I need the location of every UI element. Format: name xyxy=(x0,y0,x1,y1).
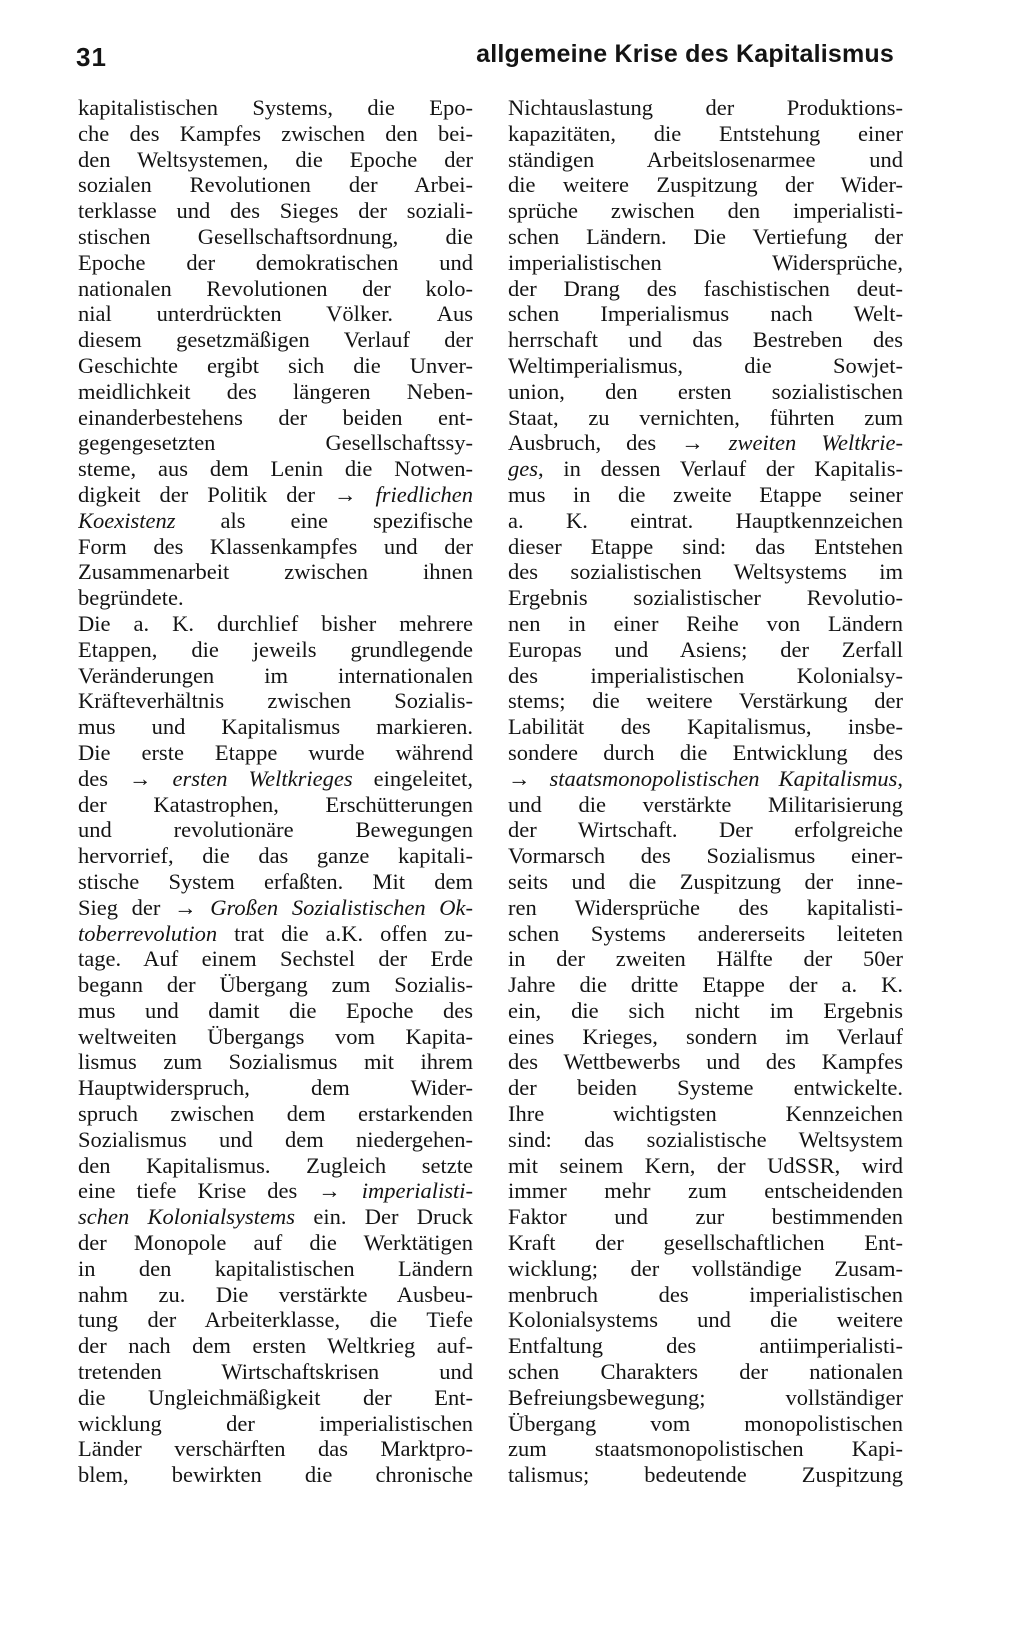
text-line xyxy=(78,95,473,121)
text-segment: und die verstärkte Militarisierung xyxy=(508,791,903,817)
text-line xyxy=(508,147,903,173)
text-line xyxy=(508,921,903,947)
text-segment: Faktor und zur bestimmenden xyxy=(508,1204,903,1230)
text-line xyxy=(78,1101,473,1127)
text-line xyxy=(508,817,903,843)
text-segment: einanderbestehens der beiden ent- xyxy=(78,404,473,430)
text-line xyxy=(78,379,473,405)
text-segment: Ihre wichtigsten Kennzeichen xyxy=(508,1101,903,1127)
text-segment: Kolonialsystems und die weitere xyxy=(508,1307,903,1333)
text-line xyxy=(508,559,903,585)
text-line xyxy=(78,224,473,250)
text-line xyxy=(508,740,903,766)
text-line xyxy=(78,121,473,147)
text-line xyxy=(508,276,903,302)
text-line xyxy=(78,895,473,921)
text-segment: die weitere Zuspitzung der Wider- xyxy=(508,172,903,198)
text-line xyxy=(78,869,473,895)
text-line xyxy=(78,998,473,1024)
text-line xyxy=(78,688,473,714)
text-segment: steme, aus dem Lenin die Notwen- xyxy=(78,456,473,482)
text-segment: digkeit der Politik der → xyxy=(78,481,376,507)
text-segment: menbruch des imperialistischen xyxy=(508,1281,903,1307)
text-segment: herrschaft und das Bestreben des xyxy=(508,327,903,353)
cross-reference-term: Koexistenz xyxy=(78,507,176,533)
text-segment: nial unterdrückten Völker. Aus xyxy=(78,301,473,327)
text-line xyxy=(78,817,473,843)
text-line xyxy=(508,1385,903,1411)
text-line xyxy=(78,611,473,637)
text-line xyxy=(78,1307,473,1333)
text-segment: kapazitäten, die Entstehung einer xyxy=(508,120,903,146)
text-line xyxy=(78,456,473,482)
text-line xyxy=(78,1333,473,1359)
text-line xyxy=(508,353,903,379)
text-segment: eines Krieges, sondern im Verlauf xyxy=(508,1023,903,1049)
text-segment: Weltimperialismus, die Sowjet- xyxy=(508,352,903,378)
text-segment: den Kapitalismus. Zugleich setzte xyxy=(78,1152,473,1178)
text-line xyxy=(508,611,903,637)
text-segment: Hauptwiderspruch, dem Wider- xyxy=(78,1075,473,1101)
text-segment: der Drang des faschistischen deut- xyxy=(508,275,903,301)
text-segment: Form des Klassenkampfes und der xyxy=(78,533,473,559)
cross-reference-term: zweiten Weltkrie- xyxy=(728,430,903,456)
text-line xyxy=(78,1462,473,1488)
page-number: 31 xyxy=(76,42,107,72)
text-line xyxy=(508,1282,903,1308)
text-line xyxy=(508,1204,903,1230)
text-line xyxy=(78,1359,473,1385)
text-segment: spruch zwischen dem erstarkenden xyxy=(78,1101,473,1127)
text-line xyxy=(508,1101,903,1127)
text-segment: , in dessen Verlauf der Kapitalis- xyxy=(538,456,903,482)
text-segment: stische System erfaßten. Mit dem xyxy=(78,868,473,894)
text-line xyxy=(78,147,473,173)
text-segment: in der zweiten Hälfte der 50er xyxy=(508,946,903,972)
text-segment: blem, bewirkten die chronische xyxy=(78,1462,473,1488)
text-segment: nahm zu. Die verstärkte Ausbeu- xyxy=(78,1281,473,1307)
text-segment: schen Systems andererseits leiteten xyxy=(508,920,903,946)
text-segment: nen in einer Reihe von Ländern xyxy=(508,610,903,636)
text-line xyxy=(78,353,473,379)
text-segment: union, den ersten sozialistischen xyxy=(508,378,903,404)
text-line xyxy=(508,1359,903,1385)
text-segment: als eine spezifische xyxy=(175,507,473,533)
text-line xyxy=(78,946,473,972)
text-segment: sind: das sozialistische Weltsystem xyxy=(508,1126,903,1152)
text-segment: mit seinem Kern, der UdSSR, wird xyxy=(508,1152,903,1178)
text-segment: der Wirtschaft. Der erfolgreiche xyxy=(508,817,903,843)
text-line xyxy=(508,1049,903,1075)
text-line xyxy=(508,1024,903,1050)
text-line xyxy=(508,534,903,560)
text-line xyxy=(508,585,903,611)
text-segment: Europas und Asiens; der Zerfall xyxy=(508,636,903,662)
cross-reference-term: toberrevolution xyxy=(78,920,218,946)
text-line xyxy=(508,843,903,869)
text-segment: eine tiefe Krise des → xyxy=(78,1178,362,1204)
text-segment: sondere durch die Entwicklung des xyxy=(508,739,903,765)
text-segment: Sozialismus und dem niedergehen- xyxy=(78,1126,473,1152)
text-segment: gegengesetzten Gesellschaftssy- xyxy=(78,430,473,456)
text-segment: und revolutionäre Bewegungen xyxy=(78,817,473,843)
text-segment: den Weltsystemen, die Epoche der xyxy=(78,146,473,172)
text-line xyxy=(78,740,473,766)
text-line xyxy=(508,172,903,198)
text-segment: tage. Auf einem Sechstel der Erde xyxy=(78,946,473,972)
text-line xyxy=(508,792,903,818)
text-line xyxy=(78,714,473,740)
text-segment: in den kapitalistischen Ländern xyxy=(78,1255,473,1281)
text-segment: des sozialistischen Weltsystems im xyxy=(508,559,903,585)
text-segment: begann der Übergang zum Sozialis- xyxy=(78,972,473,998)
text-line xyxy=(508,766,903,792)
text-line xyxy=(78,1385,473,1411)
text-line xyxy=(508,663,903,689)
text-line xyxy=(508,869,903,895)
text-line xyxy=(78,1436,473,1462)
text-line xyxy=(78,172,473,198)
text-segment: dieser Etappe sind: das Entstehen xyxy=(508,533,903,559)
text-segment: terklasse und des Sieges der soziali- xyxy=(78,198,473,224)
text-line xyxy=(508,1153,903,1179)
text-segment: Entfaltung des antiimperialisti- xyxy=(508,1333,903,1359)
text-line xyxy=(508,95,903,121)
text-line xyxy=(508,121,903,147)
text-line xyxy=(78,972,473,998)
text-line xyxy=(78,559,473,585)
text-segment: schen Ländern. Die Vertiefung der xyxy=(508,223,903,249)
text-segment: tung der Arbeiterklasse, die Tiefe xyxy=(78,1307,473,1333)
text-segment: Länder verschärften das Marktpro- xyxy=(78,1436,473,1462)
text-segment: Etappen, die jeweils grundlegende xyxy=(78,636,473,662)
text-segment: meidlichkeit des längeren Neben- xyxy=(78,378,473,404)
text-segment: Kräfteverhältnis zwischen Sozialis- xyxy=(78,688,473,714)
text-segment: Veränderungen im internationalen xyxy=(78,662,473,688)
text-segment: kapitalistischen Systems, die Epo- xyxy=(78,95,473,120)
text-segment: lismus zum Sozialismus mit ihrem xyxy=(78,1049,473,1075)
text-segment: Ausbruch, des → xyxy=(508,430,729,456)
text-segment: sprüche zwischen den imperialisti- xyxy=(508,198,903,224)
text-line xyxy=(508,1436,903,1462)
text-line xyxy=(78,637,473,663)
text-segment: trat die a.K. offen zu- xyxy=(217,920,473,946)
text-line xyxy=(78,430,473,456)
text-segment: talismus; bedeutende Zuspitzung xyxy=(508,1462,903,1488)
text-segment: der Katastrophen, Erschütterungen xyxy=(78,791,473,817)
text-segment: che des Kampfes zwischen den bei- xyxy=(78,120,473,146)
text-segment: schen Charakters der nationalen xyxy=(508,1359,903,1385)
text-segment: wicklung der imperialistischen xyxy=(78,1410,473,1436)
text-line xyxy=(78,405,473,431)
text-segment: Labilität des Kapitalismus, insbe- xyxy=(508,714,903,740)
text-segment: Jahre die dritte Etappe der a. K. xyxy=(508,972,903,998)
text-segment: imperialistischen Widersprüche, xyxy=(508,249,903,275)
text-segment: nationalen Revolutionen der kolo- xyxy=(78,275,473,301)
cross-reference-term: staatsmonopolistischen Kapitalismus xyxy=(549,765,898,791)
text-line xyxy=(78,534,473,560)
text-segment: der beiden Systeme entwickelte. xyxy=(508,1075,903,1101)
text-line xyxy=(508,327,903,353)
text-segment: Geschichte ergibt sich die Unver- xyxy=(78,352,473,378)
text-line xyxy=(78,1204,473,1230)
text-segment: immer mehr zum entscheidenden xyxy=(508,1178,903,1204)
text-segment: , xyxy=(897,765,903,791)
text-line xyxy=(78,301,473,327)
text-segment: tretenden Wirtschaftskrisen und xyxy=(78,1359,473,1385)
text-segment: hervorrief, die das ganze kapitali- xyxy=(78,843,473,869)
text-line xyxy=(78,843,473,869)
text-line xyxy=(78,250,473,276)
text-line xyxy=(508,1411,903,1437)
text-segment: schen Imperialismus nach Welt- xyxy=(508,301,903,327)
text-line xyxy=(78,1049,473,1075)
text-segment: der Monopole auf die Werktätigen xyxy=(78,1230,473,1256)
text-segment: des Wettbewerbs und des Kampfes xyxy=(508,1049,903,1075)
text-line xyxy=(78,198,473,224)
text-segment: eingeleitet, xyxy=(352,765,473,791)
text-line xyxy=(508,508,903,534)
text-line xyxy=(78,1282,473,1308)
running-head: allgemeine Krise des Kapitalismus xyxy=(476,40,894,68)
text-segment: des imperialistischen Kolonialsy- xyxy=(508,662,903,688)
text-segment: diesem gesetzmäßigen Verlauf der xyxy=(78,327,473,353)
text-line xyxy=(508,301,903,327)
right-text-column xyxy=(508,95,903,1488)
text-segment: Epoche der demokratischen und xyxy=(78,249,473,275)
text-segment: → xyxy=(508,765,550,791)
text-line xyxy=(508,1333,903,1359)
text-line xyxy=(78,1178,473,1204)
text-segment: ein, die sich nicht im Ergebnis xyxy=(508,997,903,1023)
text-segment: begründete. xyxy=(78,585,184,611)
text-line xyxy=(508,637,903,663)
left-text-column xyxy=(78,95,473,1488)
text-line xyxy=(78,276,473,302)
text-line xyxy=(508,1127,903,1153)
text-segment: zum staatsmonopolistischen Kapi- xyxy=(508,1436,903,1462)
text-line xyxy=(508,405,903,431)
text-segment: mus und damit die Epoche des xyxy=(78,997,473,1023)
text-line xyxy=(508,456,903,482)
cross-reference-term: Großen Sozialistischen Ok- xyxy=(210,894,473,920)
text-segment: des → xyxy=(78,765,173,791)
text-line xyxy=(508,998,903,1024)
text-segment: Nichtauslastung der Produktions- xyxy=(508,95,903,120)
text-segment: a. K. eintrat. Hauptkennzeichen xyxy=(508,507,903,533)
cross-reference-term: schen Kolonialsystems xyxy=(78,1204,296,1230)
text-line xyxy=(508,895,903,921)
text-line xyxy=(508,688,903,714)
text-line xyxy=(508,714,903,740)
text-segment: Befreiungsbewegung; vollständiger xyxy=(508,1384,903,1410)
cross-reference-term: friedlichen xyxy=(375,481,473,507)
text-segment: Ergebnis sozialistischer Revolutio- xyxy=(508,585,903,611)
text-segment: ein. Der Druck xyxy=(295,1204,473,1230)
text-line xyxy=(508,379,903,405)
text-line xyxy=(508,250,903,276)
text-segment: Die a. K. durchlief bisher mehrere xyxy=(78,610,473,636)
text-segment: Vormarsch des Sozialismus einer- xyxy=(508,843,903,869)
text-segment: Zusammenarbeit zwischen ihnen xyxy=(78,559,473,585)
text-line xyxy=(78,1127,473,1153)
text-segment: Staat, zu vernichten, führten zum xyxy=(508,404,903,430)
text-line xyxy=(508,972,903,998)
text-line xyxy=(78,1024,473,1050)
text-segment: Übergang vom monopolistischen xyxy=(508,1410,903,1436)
text-line xyxy=(508,430,903,456)
text-segment: seits und die Zuspitzung der inne- xyxy=(508,868,903,894)
text-segment: Kraft der gesellschaftlichen Ent- xyxy=(508,1230,903,1256)
text-line xyxy=(78,921,473,947)
text-line xyxy=(78,585,473,611)
text-line xyxy=(508,1075,903,1101)
text-line xyxy=(508,1230,903,1256)
text-line xyxy=(508,224,903,250)
text-line xyxy=(78,663,473,689)
text-line xyxy=(78,1256,473,1282)
cross-reference-term: imperialisti- xyxy=(361,1178,473,1204)
text-line xyxy=(508,482,903,508)
text-segment: ständigen Arbeitslosenarmee und xyxy=(508,146,903,172)
text-line xyxy=(78,327,473,353)
text-line xyxy=(508,198,903,224)
text-line xyxy=(508,946,903,972)
text-segment: stems; die weitere Verstärkung der xyxy=(508,688,903,714)
text-segment: weltweiten Übergangs vom Kapita- xyxy=(78,1023,473,1049)
text-segment: wicklung; der vollständige Zusam- xyxy=(508,1255,903,1281)
text-line xyxy=(508,1307,903,1333)
text-segment: ren Widersprüche des kapitalisti- xyxy=(508,894,903,920)
cross-reference-term: ges xyxy=(508,456,538,482)
text-segment: stischen Gesellschaftsordnung, die xyxy=(78,223,473,249)
text-segment: der nach dem ersten Weltkrieg auf- xyxy=(78,1333,473,1359)
text-segment: die Ungleichmäßigkeit der Ent- xyxy=(78,1384,473,1410)
text-segment: sozialen Revolutionen der Arbei- xyxy=(78,172,473,198)
text-line xyxy=(78,1411,473,1437)
text-line xyxy=(508,1462,903,1488)
text-line xyxy=(78,1153,473,1179)
cross-reference-term: ersten Weltkrieges xyxy=(172,765,353,791)
text-line xyxy=(508,1178,903,1204)
text-line xyxy=(508,1256,903,1282)
text-segment: mus in die zweite Etappe seiner xyxy=(508,481,903,507)
page-header xyxy=(76,38,894,78)
text-segment: mus und Kapitalismus markieren. xyxy=(78,714,473,740)
text-segment: Sieg der → xyxy=(78,894,211,920)
text-line xyxy=(78,1075,473,1101)
text-line xyxy=(78,766,473,792)
text-line xyxy=(78,792,473,818)
text-line xyxy=(78,1230,473,1256)
text-segment: Die erste Etappe wurde während xyxy=(78,739,473,765)
text-line xyxy=(78,508,473,534)
text-line xyxy=(78,482,473,508)
